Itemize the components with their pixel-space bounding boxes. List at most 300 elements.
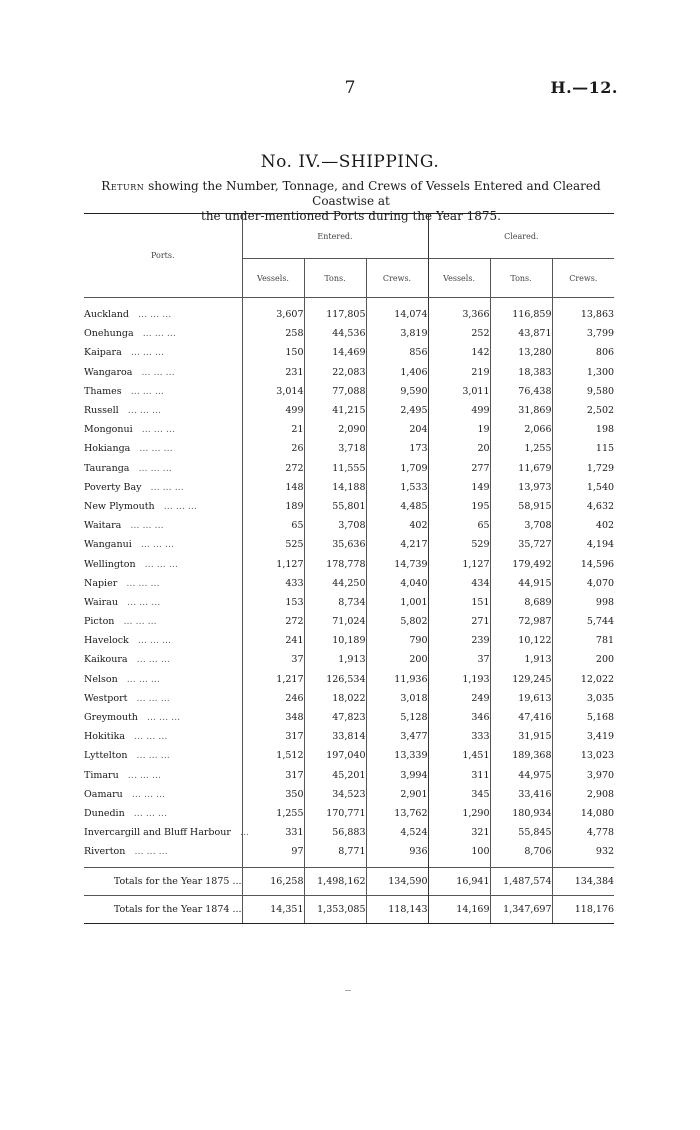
leader-dots: ... ... ...: [130, 520, 164, 532]
cleared-vessels-cell: 37: [428, 650, 490, 669]
port-name: Lyttelton: [84, 750, 128, 762]
table-row: [84, 382, 614, 401]
cleared-vessels-cell: 333: [428, 727, 490, 746]
table-row: [84, 420, 614, 439]
entered-tons-cell: 3,708: [304, 516, 366, 535]
entered-crews-cell: 856: [366, 343, 428, 362]
port-cell: [84, 401, 242, 420]
port-name: Wairau: [84, 596, 118, 608]
cleared-tons-header: Tons.: [490, 259, 552, 298]
table-row: [84, 842, 614, 861]
entered-vessels-cell: 1,255: [242, 804, 304, 823]
table-row: [84, 324, 614, 343]
entered-tons-cell: 11,555: [304, 459, 366, 478]
table-row: [84, 804, 614, 823]
total-entered-crews-cell: 134,590: [366, 868, 428, 896]
cleared-tons-cell: 3,708: [490, 516, 552, 535]
leader-dots: ... ... ...: [146, 712, 181, 724]
entered-tons-cell: 47,823: [304, 708, 366, 727]
entered-tons-cell: 18,022: [304, 689, 366, 708]
total-entered-tons-cell: 1,353,085: [304, 896, 366, 924]
entered-tons-cell: 56,883: [304, 823, 366, 842]
leader-dots: ... ... ...: [127, 596, 161, 608]
entered-vessels-cell: 272: [242, 459, 304, 478]
cleared-tons-cell: 76,438: [490, 382, 552, 401]
cleared-tons-cell: 10,122: [490, 631, 552, 650]
caption-lead: Return: [101, 179, 145, 193]
port-cell: [84, 324, 242, 343]
cleared-crews-cell: 4,070: [552, 574, 614, 593]
table-row: [84, 670, 614, 689]
entered-vessels-cell: 1,217: [242, 670, 304, 689]
cleared-vessels-cell: 149: [428, 478, 490, 497]
entered-crews-cell: 790: [366, 631, 428, 650]
cleared-crews-cell: 781: [552, 631, 614, 650]
cleared-tons-cell: 18,383: [490, 363, 552, 382]
page-number: 7: [344, 78, 356, 98]
cleared-vessels-cell: 311: [428, 766, 490, 785]
entered-vessels-cell: 148: [242, 478, 304, 497]
cleared-tons-cell: 19,613: [490, 689, 552, 708]
entered-tons-cell: 2,090: [304, 420, 366, 439]
leader-dots: ... ... ...: [127, 405, 162, 417]
cleared-crews-cell: 3,035: [552, 689, 614, 708]
entered-crews-cell: 402: [366, 516, 428, 535]
entered-vessels-cell: 1,127: [242, 554, 304, 573]
cleared-vessels-cell: 20: [428, 439, 490, 458]
port-cell: [84, 420, 242, 439]
entered-crews-cell: 1,709: [366, 459, 428, 478]
entered-crews-cell: 13,339: [366, 746, 428, 765]
total-entered-crews-cell: 118,143: [366, 896, 428, 924]
cleared-tons-cell: 129,245: [490, 670, 552, 689]
cleared-crews-cell: 4,632: [552, 497, 614, 516]
table-row: [84, 554, 614, 573]
total-entered-vessels-cell: 16,258: [242, 868, 304, 896]
port-cell: [84, 650, 242, 669]
port-name: Poverty Bay: [84, 481, 142, 493]
cleared-crews-cell: 998: [552, 593, 614, 612]
port-name: Nelson: [84, 673, 118, 685]
entered-tons-cell: 14,188: [304, 478, 366, 497]
cleared-vessels-cell: 3,011: [428, 382, 490, 401]
cleared-crews-cell: 5,168: [552, 708, 614, 727]
port-cell: [84, 746, 242, 765]
totals-row: [84, 896, 614, 924]
cleared-vessels-header: Vessels.: [428, 259, 490, 298]
entered-vessels-cell: 433: [242, 574, 304, 593]
cleared-crews-header: Crews.: [552, 259, 614, 298]
leader-dots: ... ... ...: [130, 347, 165, 359]
cleared-vessels-cell: 239: [428, 631, 490, 650]
total-entered-tons-cell: 1,498,162: [304, 868, 366, 896]
cleared-crews-cell: 198: [552, 420, 614, 439]
cleared-crews-cell: 2,908: [552, 785, 614, 804]
total-cleared-crews-cell: 134,384: [552, 868, 614, 896]
cleared-tons-cell: 58,915: [490, 497, 552, 516]
entered-crews-header: Crews.: [366, 259, 428, 298]
cleared-tons-cell: 116,859: [490, 305, 552, 324]
leader-dots: ... ... ...: [133, 807, 167, 819]
leader-dots: ... ... ...: [123, 616, 157, 628]
port-name: Kaikoura: [84, 654, 128, 666]
table-row: [84, 823, 614, 842]
leader-dots: ... ... ...: [126, 673, 160, 685]
leader-dots: ... ... ...: [137, 635, 172, 647]
cleared-crews-cell: 2,502: [552, 401, 614, 420]
leader-dots: ...: [239, 827, 250, 839]
cleared-crews-cell: 806: [552, 343, 614, 362]
port-name: Waitara: [84, 520, 122, 532]
cleared-vessels-cell: 529: [428, 535, 490, 554]
cleared-crews-cell: 9,580: [552, 382, 614, 401]
cleared-crews-cell: 115: [552, 439, 614, 458]
table-row: [84, 439, 614, 458]
caption-line1: showing the Number, Tonnage, and Crews of Vessels Entered and Cleared Coastwise at: [144, 179, 601, 208]
entered-vessels-cell: 499: [242, 401, 304, 420]
table-row: [84, 766, 614, 785]
entered-tons-cell: 44,250: [304, 574, 366, 593]
entered-vessels-cell: 21: [242, 420, 304, 439]
cleared-crews-cell: 402: [552, 516, 614, 535]
entered-crews-cell: 9,590: [366, 382, 428, 401]
cleared-crews-cell: 3,970: [552, 766, 614, 785]
port-cell: [84, 363, 242, 382]
port-name: Tauranga: [84, 462, 130, 474]
leader-dots: ... ... ...: [126, 577, 160, 589]
port-cell: [84, 554, 242, 573]
table-row: [84, 631, 614, 650]
port-name: Havelock: [84, 635, 129, 647]
cleared-vessels-cell: 434: [428, 574, 490, 593]
leader-dots: ... ... ...: [144, 558, 178, 570]
entered-crews-cell: 4,040: [366, 574, 428, 593]
cleared-tons-cell: 43,871: [490, 324, 552, 343]
entered-crews-cell: 3,994: [366, 766, 428, 785]
entered-crews-cell: 11,936: [366, 670, 428, 689]
cleared-vessels-cell: 219: [428, 363, 490, 382]
cleared-vessels-cell: 499: [428, 401, 490, 420]
entered-tons-cell: 55,801: [304, 497, 366, 516]
table-row: [84, 708, 614, 727]
entered-tons-cell: 1,913: [304, 650, 366, 669]
cleared-vessels-cell: 195: [428, 497, 490, 516]
leader-dots: ... ... ...: [127, 769, 161, 781]
entered-tons-cell: 197,040: [304, 746, 366, 765]
port-cell: [84, 343, 242, 362]
totals-label: Totals for the Year 1875 ...: [84, 868, 242, 896]
port-name: Mongonui: [84, 424, 133, 436]
entered-vessels-cell: 26: [242, 439, 304, 458]
port-cell: [84, 823, 250, 842]
leader-dots: ... ... ...: [136, 692, 170, 704]
entered-vessels-cell: 65: [242, 516, 304, 535]
port-name: Wangaroa: [84, 366, 133, 378]
cleared-tons-cell: 55,845: [490, 823, 552, 842]
port-cell: [84, 497, 242, 516]
document-reference: H.—12.: [550, 78, 618, 97]
total-entered-vessels-cell: 14,351: [242, 896, 304, 924]
entered-crews-cell: 1,001: [366, 593, 428, 612]
cleared-vessels-cell: 271: [428, 612, 490, 631]
totals-label: Totals for the Year 1874 ...: [84, 896, 242, 924]
entered-tons-cell: 34,523: [304, 785, 366, 804]
entered-vessels-cell: 3,014: [242, 382, 304, 401]
cleared-crews-cell: 3,799: [552, 324, 614, 343]
port-name: Picton: [84, 616, 115, 628]
port-cell: [84, 459, 242, 478]
port-cell: [84, 708, 242, 727]
cleared-vessels-cell: 252: [428, 324, 490, 343]
entered-tons-cell: 8,771: [304, 842, 366, 861]
entered-vessels-cell: 150: [242, 343, 304, 362]
cleared-tons-cell: 179,492: [490, 554, 552, 573]
entered-crews-cell: 2,901: [366, 785, 428, 804]
port-cell: [84, 574, 242, 593]
cleared-tons-cell: 8,689: [490, 593, 552, 612]
cleared-tons-cell: 31,869: [490, 401, 552, 420]
page-mark: [345, 990, 351, 991]
table-row: [84, 746, 614, 765]
cleared-vessels-cell: 142: [428, 343, 490, 362]
cleared-crews-cell: 1,300: [552, 363, 614, 382]
entered-vessels-cell: 317: [242, 727, 304, 746]
leader-dots: ... ... ...: [136, 654, 170, 666]
port-name: Westport: [84, 692, 128, 704]
total-cleared-vessels-cell: 14,169: [428, 896, 490, 924]
entered-tons-cell: 22,083: [304, 363, 366, 382]
port-cell: [84, 804, 242, 823]
leader-dots: ... ... ...: [141, 424, 175, 436]
port-cell: [84, 766, 242, 785]
leader-dots: ... ... ...: [139, 443, 173, 455]
cleared-vessels-cell: 346: [428, 708, 490, 727]
leader-dots: ... ... ...: [130, 385, 164, 397]
port-name: Greymouth: [84, 712, 138, 724]
table-row: [84, 363, 614, 382]
entered-crews-cell: 13,762: [366, 804, 428, 823]
entered-crews-cell: 5,128: [366, 708, 428, 727]
entered-crews-cell: 204: [366, 420, 428, 439]
port-name: Thames: [84, 385, 122, 397]
leader-dots: ... ... ...: [138, 462, 172, 474]
cleared-tons-cell: 2,066: [490, 420, 552, 439]
port-name: Kaipara: [84, 347, 122, 359]
entered-crews-cell: 936: [366, 842, 428, 861]
port-name: Wellington: [84, 558, 136, 570]
entered-tons-cell: 117,805: [304, 305, 366, 324]
table-row: [84, 593, 614, 612]
table-row: [84, 535, 614, 554]
entered-tons-cell: 3,718: [304, 439, 366, 458]
cleared-vessels-cell: 1,451: [428, 746, 490, 765]
total-cleared-tons-cell: 1,347,697: [490, 896, 552, 924]
cleared-tons-cell: 31,915: [490, 727, 552, 746]
cleared-crews-cell: 13,863: [552, 305, 614, 324]
entered-tons-cell: 41,215: [304, 401, 366, 420]
cleared-vessels-cell: 100: [428, 842, 490, 861]
entered-tons-cell: 14,469: [304, 343, 366, 362]
port-cell: [84, 689, 242, 708]
entered-crews-cell: 3,477: [366, 727, 428, 746]
leader-dots: ... ... ...: [141, 366, 175, 378]
leader-dots: ... ... ...: [134, 846, 168, 858]
port-cell: [84, 670, 242, 689]
cleared-tons-cell: 1,255: [490, 439, 552, 458]
table-row: [84, 516, 614, 535]
table-body: [84, 298, 614, 868]
cleared-tons-cell: 35,727: [490, 535, 552, 554]
table-row: [84, 497, 614, 516]
entered-vessels-cell: 1,512: [242, 746, 304, 765]
table-row: [84, 459, 614, 478]
entered-tons-cell: 8,734: [304, 593, 366, 612]
cleared-crews-cell: 14,596: [552, 554, 614, 573]
entered-crews-cell: 4,217: [366, 535, 428, 554]
entered-crews-cell: 1,533: [366, 478, 428, 497]
cleared-tons-cell: 47,416: [490, 708, 552, 727]
port-cell: [84, 516, 242, 535]
entered-tons-cell: 170,771: [304, 804, 366, 823]
port-cell: [84, 382, 242, 401]
entered-vessels-cell: 37: [242, 650, 304, 669]
cleared-crews-cell: 12,022: [552, 670, 614, 689]
entered-crews-cell: 200: [366, 650, 428, 669]
cleared-vessels-cell: 1,127: [428, 554, 490, 573]
totals-body: [84, 868, 614, 924]
entered-vessels-cell: 231: [242, 363, 304, 382]
cleared-tons-cell: 1,913: [490, 650, 552, 669]
entered-tons-cell: 33,814: [304, 727, 366, 746]
leader-dots: ... ... ...: [150, 481, 184, 493]
port-name: Riverton: [84, 846, 126, 858]
cleared-vessels-cell: 151: [428, 593, 490, 612]
entered-crews-cell: 4,485: [366, 497, 428, 516]
ports-header: Ports.: [84, 214, 242, 298]
entered-crews-cell: 5,802: [366, 612, 428, 631]
port-cell: [84, 535, 242, 554]
entered-crews-cell: 14,074: [366, 305, 428, 324]
entered-tons-cell: 44,536: [304, 324, 366, 343]
cleared-tons-cell: 44,975: [490, 766, 552, 785]
port-cell: [84, 478, 242, 497]
cleared-crews-cell: 1,540: [552, 478, 614, 497]
entered-tons-cell: 71,024: [304, 612, 366, 631]
cleared-crews-cell: 3,419: [552, 727, 614, 746]
entered-vessels-cell: 153: [242, 593, 304, 612]
leader-dots: ... ... ...: [134, 731, 168, 743]
leader-dots: ... ... ...: [131, 788, 166, 800]
total-cleared-crews-cell: 118,176: [552, 896, 614, 924]
cleared-tons-cell: 44,915: [490, 574, 552, 593]
cleared-tons-cell: 33,416: [490, 785, 552, 804]
entered-vessels-cell: 246: [242, 689, 304, 708]
port-cell: [84, 612, 242, 631]
entered-vessels-cell: 350: [242, 785, 304, 804]
port-name: Invercargill and Bluff Harbour: [84, 827, 231, 839]
total-cleared-vessels-cell: 16,941: [428, 868, 490, 896]
port-cell: [84, 305, 242, 324]
port-name: Wanganui: [84, 539, 132, 551]
cleared-header: Cleared.: [428, 214, 614, 259]
cleared-vessels-cell: 345: [428, 785, 490, 804]
cleared-tons-cell: 13,973: [490, 478, 552, 497]
cleared-vessels-cell: 321: [428, 823, 490, 842]
entered-vessels-header: Vessels.: [242, 259, 304, 298]
cleared-vessels-cell: 1,290: [428, 804, 490, 823]
table-row: [84, 305, 614, 324]
entered-crews-cell: 4,524: [366, 823, 428, 842]
cleared-crews-cell: 200: [552, 650, 614, 669]
total-cleared-tons-cell: 1,487,574: [490, 868, 552, 896]
port-cell: [84, 785, 242, 804]
shipping-table: [84, 213, 614, 924]
port-name: Dunedin: [84, 807, 125, 819]
cleared-tons-cell: 189,368: [490, 746, 552, 765]
totals-row: [84, 868, 614, 896]
leader-dots: ... ... ...: [142, 328, 176, 340]
cleared-crews-cell: 4,194: [552, 535, 614, 554]
cleared-crews-cell: 4,778: [552, 823, 614, 842]
port-name: Russell: [84, 405, 119, 417]
entered-vessels-cell: 258: [242, 324, 304, 343]
cleared-vessels-cell: 249: [428, 689, 490, 708]
leader-dots: ... ... ...: [136, 750, 170, 762]
port-name: Hokianga: [84, 443, 131, 455]
cleared-vessels-cell: 277: [428, 459, 490, 478]
page-title: No. IV.—SHIPPING.: [260, 152, 440, 172]
leader-dots: ... ... ...: [163, 500, 197, 512]
table-row: [84, 478, 614, 497]
entered-vessels-cell: 525: [242, 535, 304, 554]
entered-tons-header: Tons.: [304, 259, 366, 298]
cleared-tons-cell: 72,987: [490, 612, 552, 631]
port-name: New Plymouth: [84, 500, 155, 512]
entered-vessels-cell: 241: [242, 631, 304, 650]
entered-crews-cell: 14,739: [366, 554, 428, 573]
entered-crews-cell: 173: [366, 439, 428, 458]
entered-vessels-cell: 3,607: [242, 305, 304, 324]
port-name: Hokitika: [84, 731, 126, 743]
cleared-tons-cell: 180,934: [490, 804, 552, 823]
cleared-crews-cell: 932: [552, 842, 614, 861]
leader-dots: ... ... ...: [138, 309, 172, 321]
cleared-tons-cell: 11,679: [490, 459, 552, 478]
entered-tons-cell: 35,636: [304, 535, 366, 554]
entered-crews-cell: 1,406: [366, 363, 428, 382]
cleared-crews-cell: 1,729: [552, 459, 614, 478]
entered-vessels-cell: 331: [242, 823, 304, 842]
table-row: [84, 574, 614, 593]
port-name: Auckland: [84, 309, 129, 321]
cleared-crews-cell: 13,023: [552, 746, 614, 765]
table-row: [84, 727, 614, 746]
entered-vessels-cell: 348: [242, 708, 304, 727]
port-cell: [84, 439, 242, 458]
table-row: [84, 785, 614, 804]
cleared-tons-cell: 8,706: [490, 842, 552, 861]
caption-line2: the under-mentioned Ports during the Year 1875.: [201, 209, 501, 223]
port-name: Oamaru: [84, 788, 123, 800]
entered-crews-cell: 3,018: [366, 689, 428, 708]
port-cell: [84, 631, 242, 650]
entered-vessels-cell: 189: [242, 497, 304, 516]
port-cell: [84, 727, 242, 746]
entered-tons-cell: 45,201: [304, 766, 366, 785]
table-row: [84, 650, 614, 669]
entered-vessels-cell: 317: [242, 766, 304, 785]
port-cell: [84, 593, 242, 612]
